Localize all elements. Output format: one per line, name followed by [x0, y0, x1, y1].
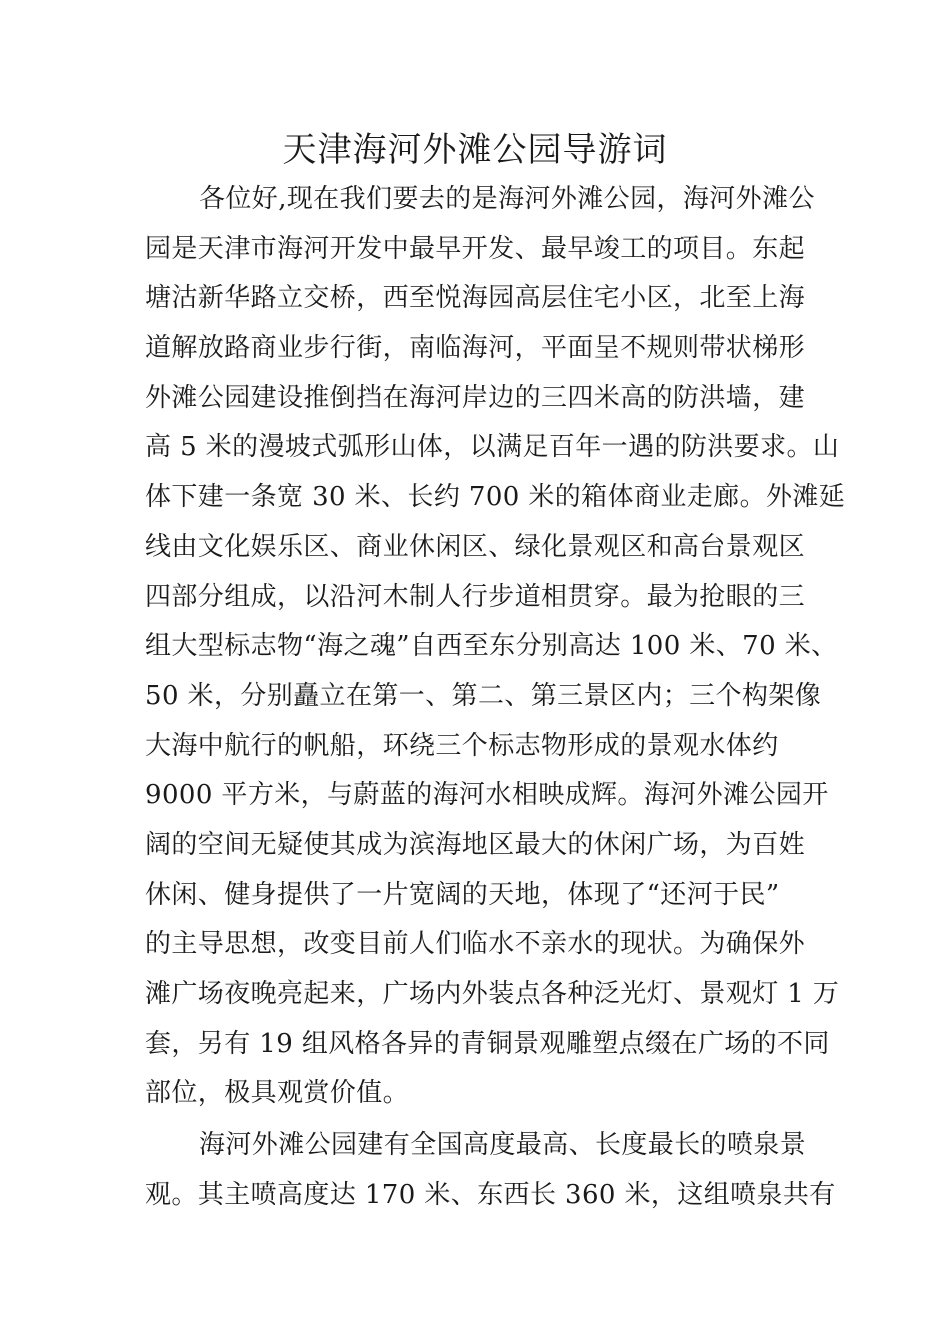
paragraph-line: 各位好,现在我们要去的是海河外滩公园，海河外滩公	[199, 184, 815, 214]
paragraph-line: 园是天津市海河开发中最早开发、最早竣工的项目。东起	[145, 233, 806, 264]
document-title: 天津海河外滩公园导游词	[282, 130, 668, 170]
paragraph-2	[145, 1121, 836, 1220]
paragraph-line: 套，另有 19 组风格各异的青铜景观雕塑点缀在广场的不同	[145, 1028, 830, 1059]
paragraph-line: 高 5 米的漫坡式弧形山体，以满足百年一遇的防洪要求。山	[145, 432, 840, 463]
paragraph-line: 道解放路商业步行街，南临海河，平面呈不规则带状梯形	[145, 333, 806, 364]
paragraph-line: 50 米，分别矗立在第一、第二、第三景区内；三个构架像	[145, 680, 822, 711]
paragraph-line: 观。其主喷高度达 170 米、东西长 360 米，这组喷泉共有	[145, 1179, 836, 1210]
paragraph-line: 四部分组成，以沿河木制人行步道相贯穿。最为抢眼的三	[145, 581, 806, 612]
paragraph-line: 组大型标志物“海之魂”自西至东分别高达 100 米、70 米、	[145, 631, 838, 662]
paragraph-line: 部位，极具观赏价值。	[145, 1078, 410, 1109]
paragraph-line: 阔的空间无疑使其成为滨海地区最大的休闲广场，为百姓	[145, 829, 806, 860]
paragraph-line: 线由文化娱乐区、商业休闲区、绿化景观区和高台景观区	[145, 531, 806, 562]
paragraph-line: 体下建一条宽 30 米、长约 700 米的箱体商业走廊。外滩延	[145, 482, 846, 513]
paragraph-line: 的主导思想，改变目前人们临水不亲水的现状。为确保外	[145, 929, 806, 960]
paragraph-line: 休闲、健身提供了一片宽阔的天地，体现了“还河于民”	[145, 879, 780, 910]
paragraph-line: 塘沽新华路立交桥，西至悦海园高层住宅小区，北至上海	[145, 283, 806, 314]
paragraph-line: 9000 平方米，与蔚蓝的海河水相映成辉。海河外滩公园开	[145, 780, 829, 811]
paragraph-line: 海河外滩公园建有全国高度最高、长度最长的喷泉景	[199, 1130, 807, 1160]
paragraph-1	[145, 175, 846, 1119]
paragraph-line: 滩广场夜晚亮起来，广场内外装点各种泛光灯、景观灯 1 万	[145, 979, 840, 1009]
paragraph-line: 大海中航行的帆船，环绕三个标志物形成的景观水体约	[145, 730, 779, 761]
paragraph-line: 外滩公园建设推倒挡在海河岸边的三四米高的防洪墙，建	[145, 382, 806, 413]
